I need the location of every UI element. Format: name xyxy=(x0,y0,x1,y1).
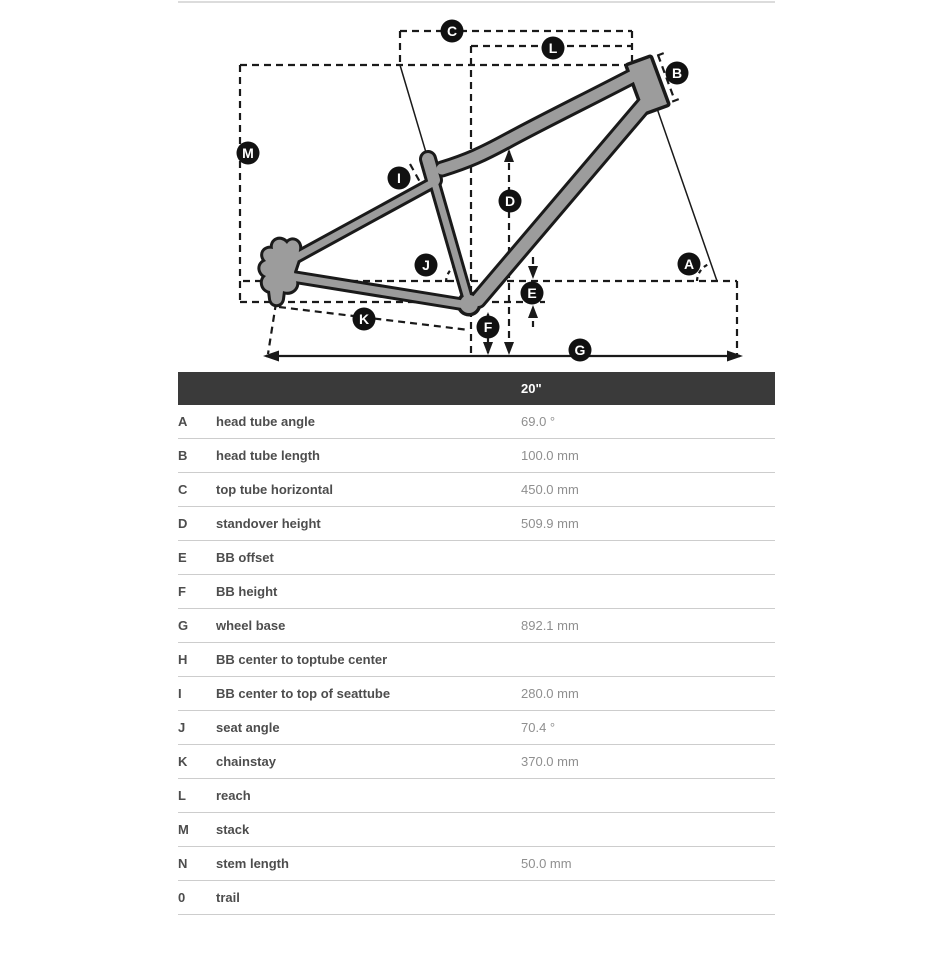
marker-letter: J xyxy=(422,257,430,273)
row-label: reach xyxy=(216,779,521,813)
table-row xyxy=(178,745,775,779)
marker-letter: F xyxy=(483,319,493,335)
row-letter: A xyxy=(178,405,216,439)
row-label: BB offset xyxy=(216,541,521,575)
table-row xyxy=(178,541,775,575)
marker-letter: C xyxy=(446,23,458,39)
row-label: top tube horizontal xyxy=(216,473,521,507)
marker-G xyxy=(569,339,592,362)
arrow-G-left xyxy=(263,351,279,362)
row-letter: G xyxy=(178,609,216,643)
row-letter: H xyxy=(178,643,216,677)
marker-letter: M xyxy=(242,145,254,161)
arrow-D-down xyxy=(504,342,514,355)
geometry-diagram xyxy=(178,3,775,371)
dim-line-wheelbase-left xyxy=(268,303,276,354)
row-label: head tube angle xyxy=(216,405,521,439)
table-row xyxy=(178,439,775,473)
geometry-table xyxy=(178,372,775,915)
row-value: 280.0 mm xyxy=(521,677,775,711)
row-letter: I xyxy=(178,677,216,711)
row-value xyxy=(521,813,775,847)
marker-letter: K xyxy=(358,311,370,327)
seat-collar xyxy=(428,159,434,180)
row-letter: F xyxy=(178,575,216,609)
row-value: 70.4 ° xyxy=(521,711,775,745)
marker-A xyxy=(678,253,701,276)
row-value: 892.1 mm xyxy=(521,609,775,643)
row-letter: 0 xyxy=(178,881,216,915)
row-letter: N xyxy=(178,847,216,881)
marker-letter: D xyxy=(504,193,516,209)
table-row xyxy=(178,813,775,847)
marker-F xyxy=(477,316,500,339)
row-letter: E xyxy=(178,541,216,575)
marker-letter: A xyxy=(683,256,695,272)
table-row xyxy=(178,609,775,643)
row-letter: D xyxy=(178,507,216,541)
row-letter: K xyxy=(178,745,216,779)
dim-tick-I xyxy=(410,164,420,182)
row-letter: B xyxy=(178,439,216,473)
row-value: 509.9 mm xyxy=(521,507,775,541)
row-label: chainstay xyxy=(216,745,521,779)
marker-E xyxy=(521,282,544,305)
row-value xyxy=(521,643,775,677)
row-label: standover height xyxy=(216,507,521,541)
row-label: BB height xyxy=(216,575,521,609)
row-letter: J xyxy=(178,711,216,745)
table-row xyxy=(178,677,775,711)
marker-M xyxy=(237,142,260,165)
marker-K xyxy=(353,308,376,331)
row-label: seat angle xyxy=(216,711,521,745)
table-row xyxy=(178,575,775,609)
table-row xyxy=(178,643,775,677)
row-value xyxy=(521,881,775,915)
table-row xyxy=(178,405,775,439)
arrow-E-down xyxy=(528,266,538,279)
row-value: 370.0 mm xyxy=(521,745,775,779)
arrow-F-down xyxy=(483,342,493,355)
marker-J xyxy=(415,254,438,277)
marker-letter: L xyxy=(548,40,558,56)
row-value: 450.0 mm xyxy=(521,473,775,507)
header-size-col: 20" xyxy=(521,372,775,405)
marker-L xyxy=(542,37,565,60)
construction-lines xyxy=(240,31,737,355)
row-label: stem length xyxy=(216,847,521,881)
arrow-G-right xyxy=(727,351,743,362)
arrow-E-up xyxy=(528,305,538,318)
row-label: BB center to toptube center xyxy=(216,643,521,677)
marker-letter: G xyxy=(574,342,586,358)
bb-shell xyxy=(460,295,478,313)
dimension-arrows xyxy=(263,149,743,362)
row-label: stack xyxy=(216,813,521,847)
row-label: head tube length xyxy=(216,439,521,473)
row-letter: L xyxy=(178,779,216,813)
marker-D xyxy=(499,190,522,213)
row-label: BB center to top of seattube xyxy=(216,677,521,711)
row-label: trail xyxy=(216,881,521,915)
table-row xyxy=(178,779,775,813)
seat-stay xyxy=(297,181,436,257)
table-row xyxy=(178,881,775,915)
header-label-col xyxy=(216,372,521,405)
seat-tube xyxy=(430,167,469,303)
row-value: 50.0 mm xyxy=(521,847,775,881)
row-value xyxy=(521,575,775,609)
row-value xyxy=(521,779,775,813)
table-row xyxy=(178,507,775,541)
marker-I xyxy=(388,167,411,190)
row-value xyxy=(521,541,775,575)
page-content xyxy=(178,1,775,915)
row-letter: M xyxy=(178,813,216,847)
header-letter-col xyxy=(178,372,216,405)
marker-B xyxy=(666,62,689,85)
table-row xyxy=(178,711,775,745)
marker-C xyxy=(441,20,464,43)
table-row xyxy=(178,847,775,881)
row-letter: C xyxy=(178,473,216,507)
row-value: 100.0 mm xyxy=(521,439,775,473)
table-header-row xyxy=(178,372,775,405)
marker-letter: B xyxy=(671,65,683,81)
table-row xyxy=(178,473,775,507)
bike-geometry-svg xyxy=(178,3,775,371)
row-value: 69.0 ° xyxy=(521,405,775,439)
marker-letter: I xyxy=(397,170,401,186)
marker-letter: E xyxy=(527,285,537,301)
row-label: wheel base xyxy=(216,609,521,643)
